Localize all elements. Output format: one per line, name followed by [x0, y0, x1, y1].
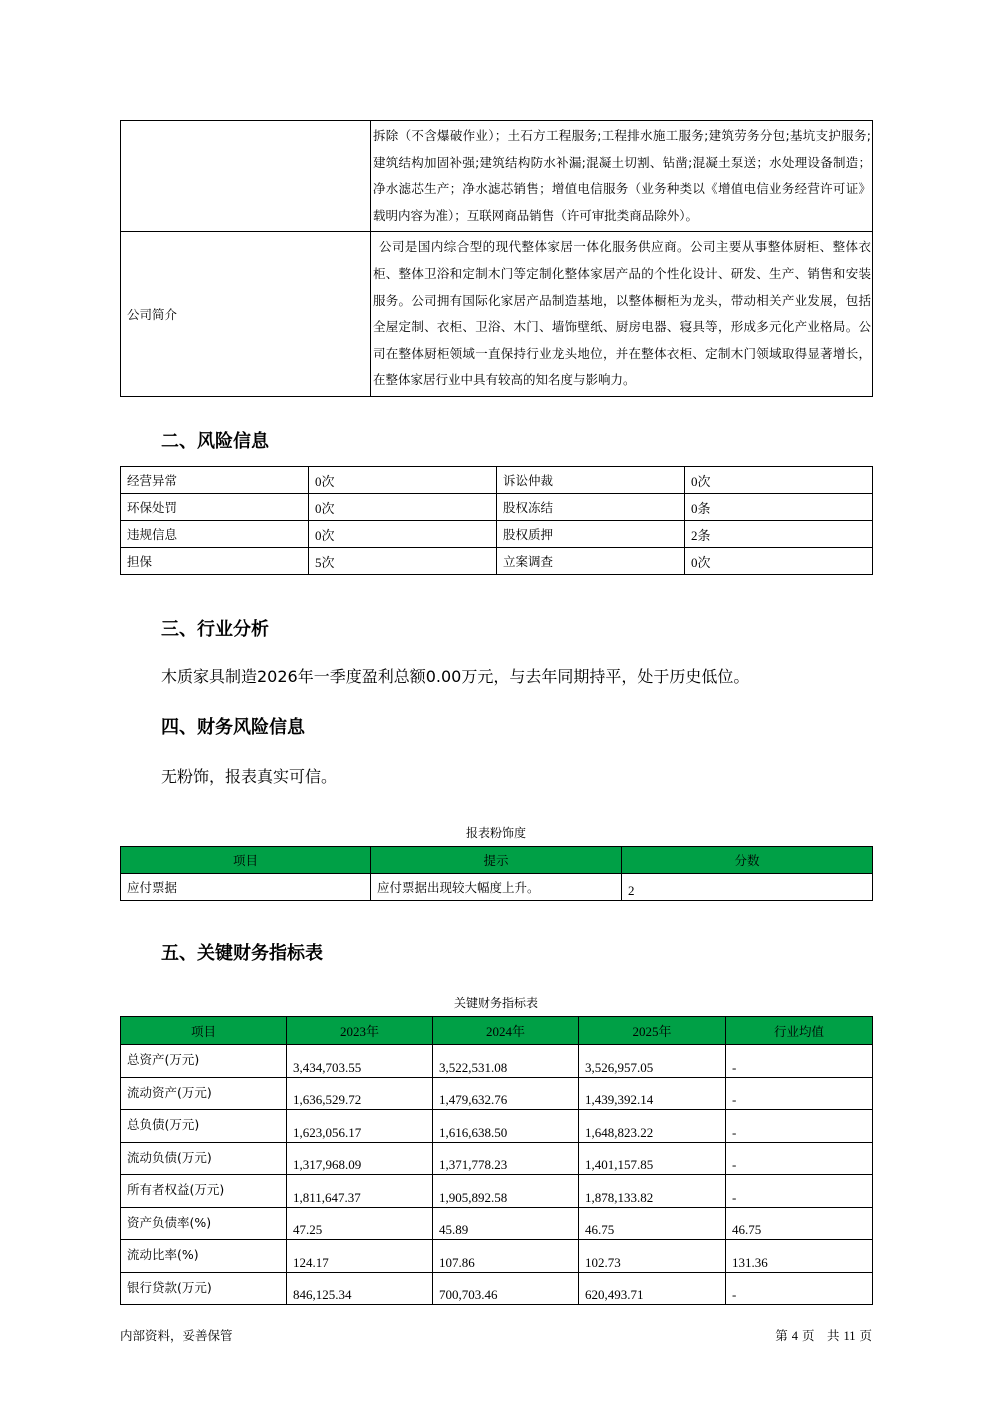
risk-label: 担保	[121, 548, 309, 575]
kpi-item: 流动资产(万元)	[121, 1077, 287, 1110]
risk-label: 环保处罚	[121, 494, 309, 521]
whitewash-item: 应付票据	[121, 874, 371, 901]
kpi-table	[120, 1016, 873, 1305]
table-row	[121, 1207, 873, 1240]
table-row	[121, 1175, 873, 1208]
risk-label: 经营异常	[121, 467, 309, 494]
whitewash-header-row	[121, 847, 873, 874]
company-profile-row	[121, 232, 873, 397]
footer-confidential: 内部资料，妥善保管	[120, 1328, 233, 1343]
kpi-value-2023: 3,434,703.55	[287, 1045, 433, 1078]
kpi-value-2025: 102.73	[579, 1240, 726, 1273]
risk-label: 股权冻结	[497, 494, 685, 521]
whitewash-hint: 应付票据出现较大幅度上升。	[371, 874, 622, 901]
kpi-value-2024: 700,703.46	[433, 1272, 579, 1305]
kpi-header-2025: 2025年	[579, 1017, 726, 1045]
kpi-header-2024: 2024年	[433, 1017, 579, 1045]
kpi-industry-avg: 131.36	[726, 1240, 873, 1273]
business-scope-label-cell	[121, 121, 371, 232]
kpi-value-2023: 124.17	[287, 1240, 433, 1273]
kpi-value-2024: 1,616,638.50	[433, 1110, 579, 1143]
kpi-industry-avg: -	[726, 1077, 873, 1110]
page-current: 4	[791, 1329, 798, 1343]
kpi-value-2024: 1,371,778.23	[433, 1142, 579, 1175]
kpi-item: 总负债(万元)	[121, 1110, 287, 1143]
kpi-value-2025: 1,878,133.82	[579, 1175, 726, 1208]
kpi-table-caption: 关键财务指标表	[453, 996, 538, 1010]
kpi-industry-avg: -	[726, 1045, 873, 1078]
risk-value: 0条	[685, 494, 873, 521]
financial-risk-text: 无粉饰，报表真实可信。	[161, 767, 338, 786]
kpi-value-2023: 47.25	[287, 1207, 433, 1240]
risk-label: 股权质押	[497, 521, 685, 548]
table-row	[121, 494, 873, 521]
kpi-item: 总资产(万元)	[121, 1045, 287, 1078]
business-scope-text: 拆除（不含爆破作业）；土石方工程服务;工程排水施工服务;建筑劳务分包;基坑支护服务;建筑结构加固补强;建筑结构防水补漏;混凝土切割、钻凿;混凝土泵送；水处理设备制造；净水滤芯生产；净水滤芯销售；增值电信服务（业务种类以《增值电信业务经营许可证》载明内容为准）；互联网商品销售（许可审批类商品除外）。	[371, 121, 873, 232]
whitewash-table	[120, 846, 873, 901]
company-profile-label: 公司简介	[121, 232, 371, 397]
page-mid: 页 共	[801, 1328, 840, 1343]
header-item: 项目	[121, 847, 371, 874]
risk-value: 0次	[309, 494, 497, 521]
kpi-value-2023: 1,636,529.72	[287, 1077, 433, 1110]
kpi-value-2025: 3,526,957.05	[579, 1045, 726, 1078]
kpi-industry-avg: -	[726, 1110, 873, 1143]
kpi-section-title: 五、关键财务指标表	[161, 943, 323, 964]
kpi-value-2025: 1,439,392.14	[579, 1077, 726, 1110]
industry-section-title: 三、行业分析	[161, 619, 269, 640]
kpi-item: 资产负债率(%)	[121, 1207, 287, 1240]
kpi-value-2025: 46.75	[579, 1207, 726, 1240]
header-score: 分数	[622, 847, 873, 874]
whitewash-table-caption: 报表粉饰度	[465, 826, 526, 840]
risk-value: 0次	[309, 467, 497, 494]
risk-info-table	[120, 466, 873, 575]
financial-risk-section-title: 四、财务风险信息	[161, 717, 305, 738]
kpi-industry-avg: -	[726, 1272, 873, 1305]
table-row	[121, 1110, 873, 1143]
page-total: 11	[843, 1329, 856, 1343]
table-row	[121, 874, 873, 901]
table-row	[121, 1272, 873, 1305]
table-row	[121, 467, 873, 494]
kpi-header-industry-avg: 行业均值	[726, 1017, 873, 1045]
table-row	[121, 1077, 873, 1110]
risk-section-title: 二、风险信息	[161, 431, 269, 452]
kpi-header-2023: 2023年	[287, 1017, 433, 1045]
page-prefix: 第	[775, 1328, 788, 1343]
risk-label: 立案调查	[497, 548, 685, 575]
kpi-item: 流动比率(%)	[121, 1240, 287, 1273]
page-number	[775, 1326, 872, 1344]
header-hint: 提示	[371, 847, 622, 874]
table-row	[121, 1142, 873, 1175]
kpi-value-2025: 1,648,823.22	[579, 1110, 726, 1143]
kpi-value-2023: 846,125.34	[287, 1272, 433, 1305]
table-row	[121, 1045, 873, 1078]
page-suffix: 页	[859, 1328, 872, 1343]
kpi-item: 银行贷款(万元)	[121, 1272, 287, 1305]
industry-analysis-text: 木质家具制造2026年一季度盈利总额0.00万元，与去年同期持平，处于历史低位。	[161, 667, 750, 686]
kpi-value-2023: 1,811,647.37	[287, 1175, 433, 1208]
kpi-industry-avg: -	[726, 1175, 873, 1208]
kpi-value-2025: 1,401,157.85	[579, 1142, 726, 1175]
kpi-value-2023: 1,623,056.17	[287, 1110, 433, 1143]
kpi-header-item: 项目	[121, 1017, 287, 1045]
table-row	[121, 1240, 873, 1273]
table-row	[121, 548, 873, 575]
kpi-value-2023: 1,317,968.09	[287, 1142, 433, 1175]
risk-label: 违规信息	[121, 521, 309, 548]
company-profile-text: 公司是国内综合型的现代整体家居一体化服务供应商。公司主要从事整体厨柜、整体衣柜、整体卫浴和定制木门等定制化整体家居产品的个性化设计、研发、生产、销售和安装服务。公司拥有国际化家居产品制造基地，以整体橱柜为龙头，带动相关产业发展，包括全屋定制、衣柜、卫浴、木门、墙饰壁纸、厨房电器、寝具等，形成多元化产业格局。公司在整体厨柜领域一直保持行业龙头地位，并在整体衣柜、定制木门领域取得显著增长，在整体家居行业中具有较高的知名度与影响力。	[371, 232, 873, 397]
kpi-industry-avg: -	[726, 1142, 873, 1175]
business-scope-row	[121, 121, 873, 232]
kpi-value-2024: 45.89	[433, 1207, 579, 1240]
kpi-value-2024: 107.86	[433, 1240, 579, 1273]
kpi-value-2025: 620,493.71	[579, 1272, 726, 1305]
kpi-header-row	[121, 1017, 873, 1045]
risk-value: 0次	[685, 467, 873, 494]
kpi-value-2024: 3,522,531.08	[433, 1045, 579, 1078]
risk-value: 0次	[685, 548, 873, 575]
risk-value: 0次	[309, 521, 497, 548]
risk-value: 5次	[309, 548, 497, 575]
kpi-industry-avg: 46.75	[726, 1207, 873, 1240]
kpi-value-2024: 1,905,892.58	[433, 1175, 579, 1208]
kpi-value-2024: 1,479,632.76	[433, 1077, 579, 1110]
whitewash-score: 2	[622, 874, 873, 901]
kpi-item: 所有者权益(万元)	[121, 1175, 287, 1208]
risk-label: 诉讼仲裁	[497, 467, 685, 494]
risk-value: 2条	[685, 521, 873, 548]
table-row	[121, 521, 873, 548]
company-info-table	[120, 120, 873, 397]
kpi-item: 流动负债(万元)	[121, 1142, 287, 1175]
